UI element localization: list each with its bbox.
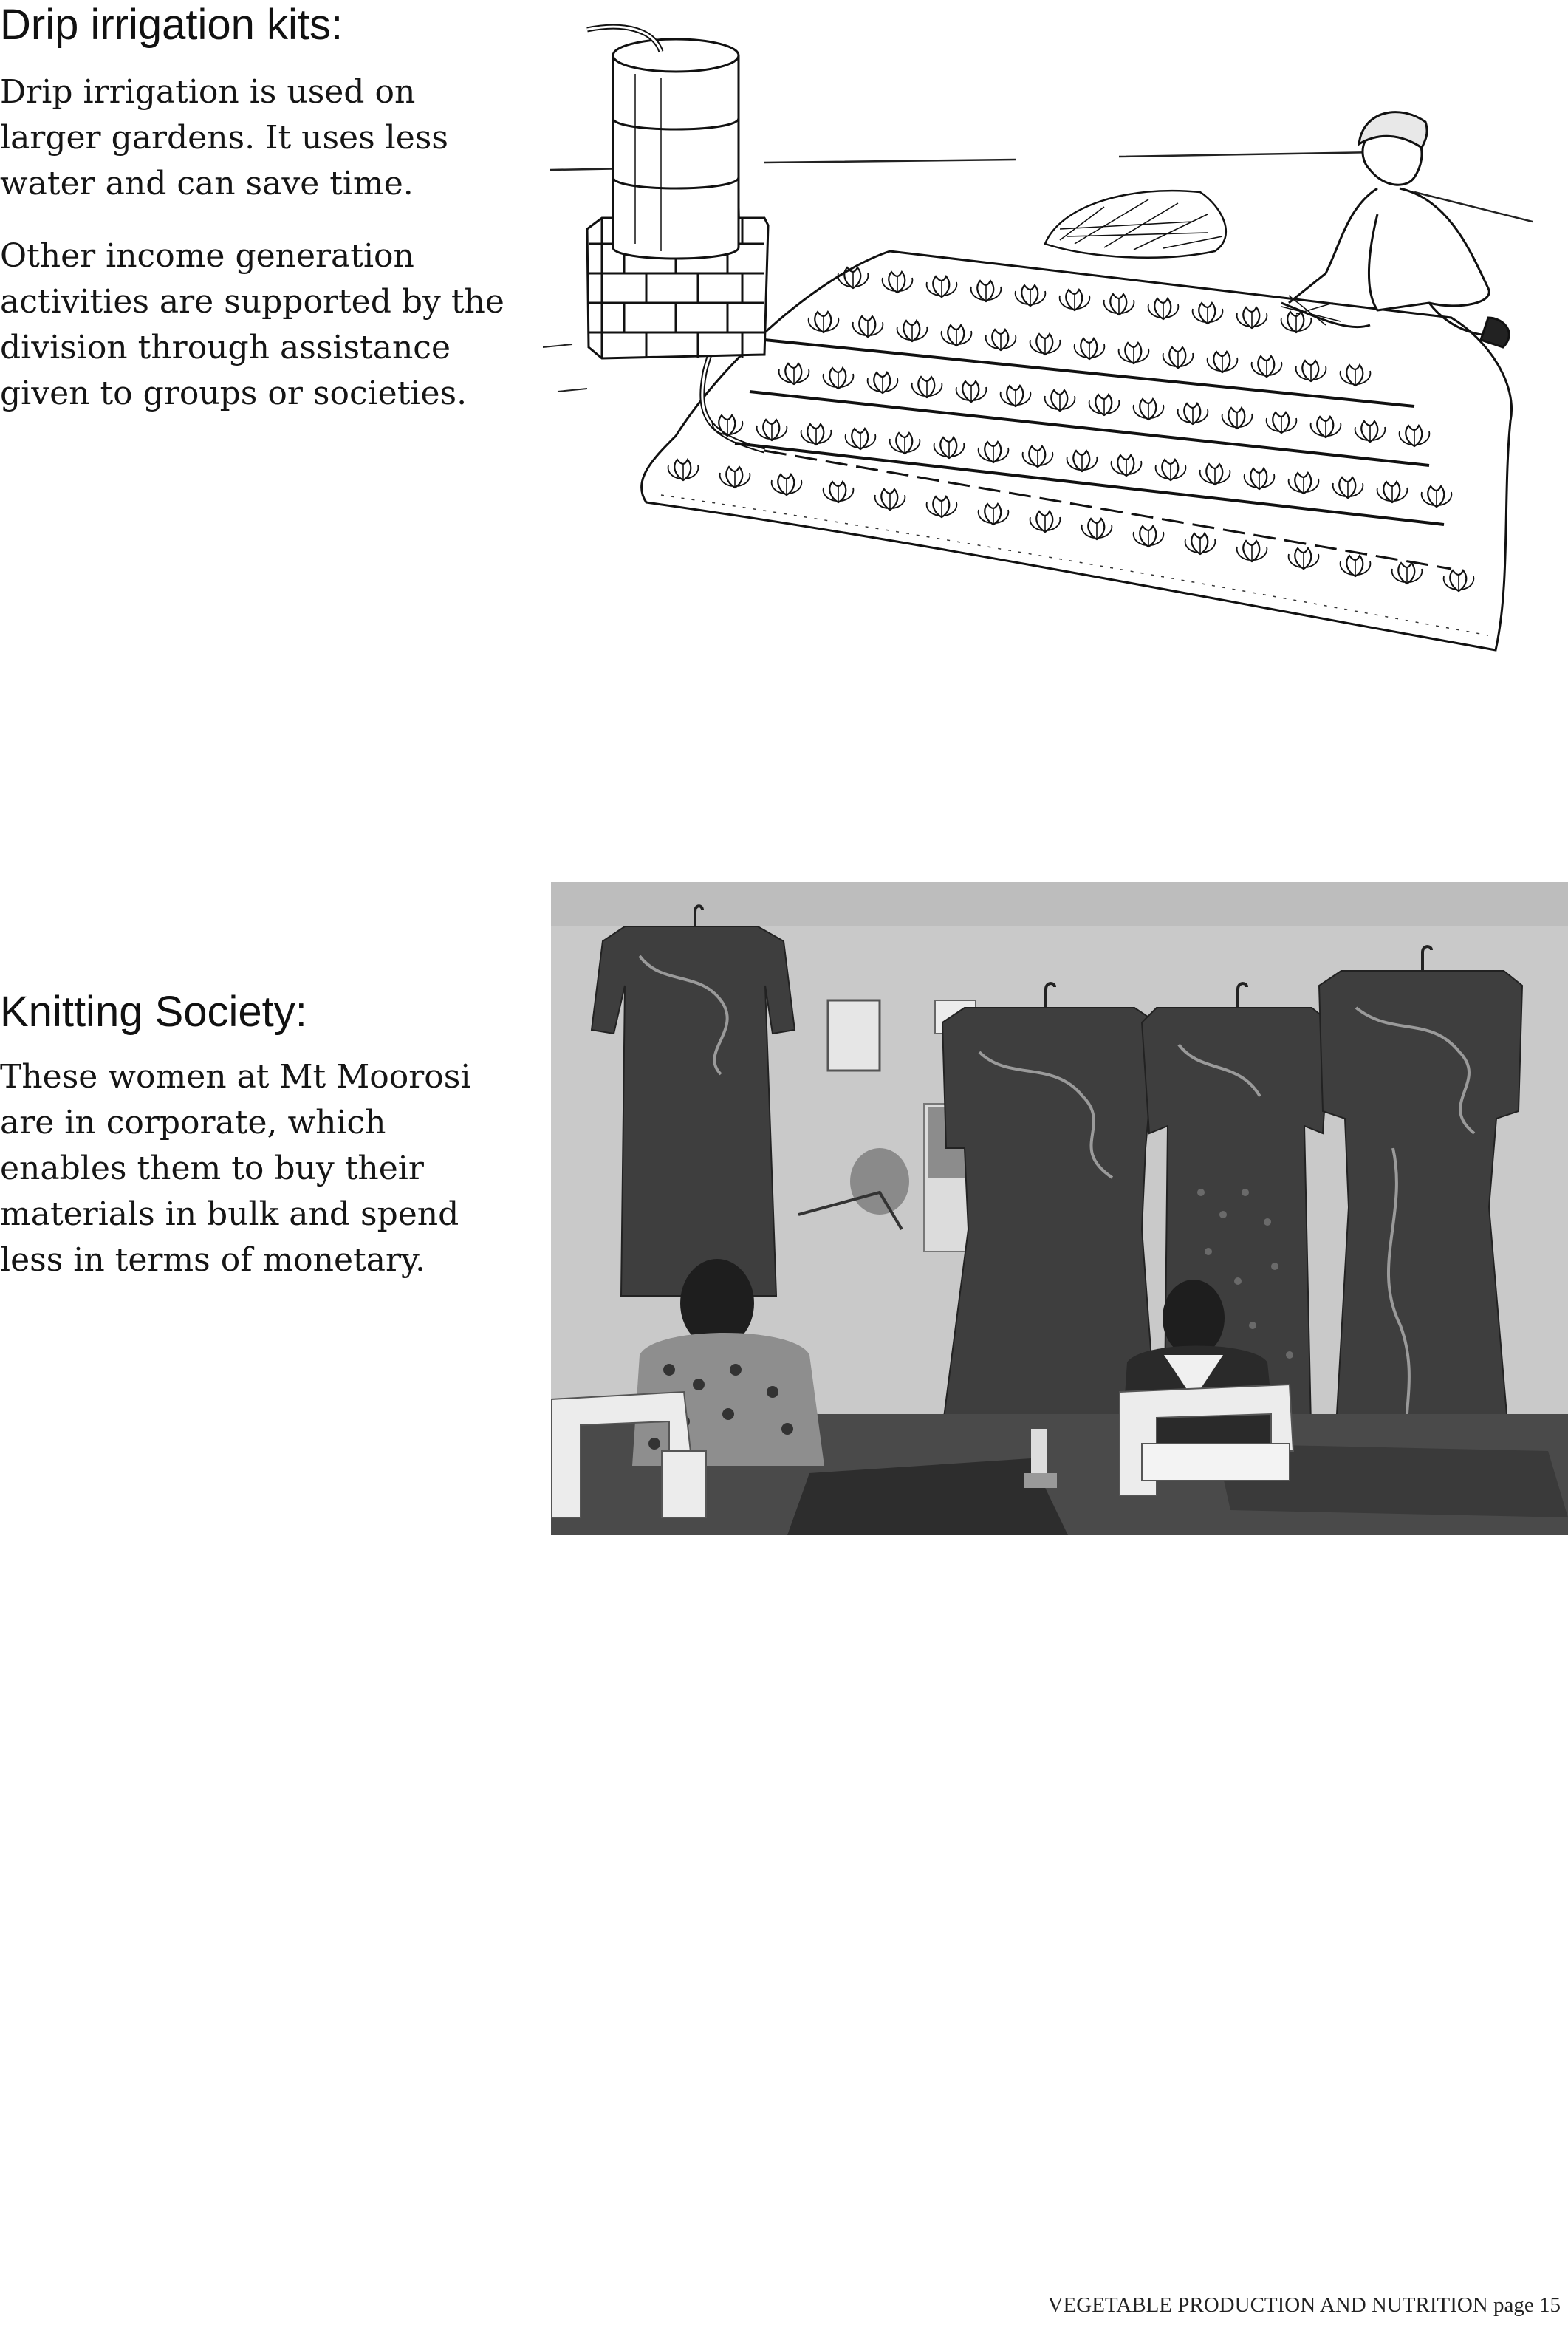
drip-irrigation-heading: Drip irrigation kits: (0, 1, 343, 49)
knitting-society-photo (551, 882, 1568, 1535)
knitting-society-paragraph: These women at Mt Moorosi are in corporate, which enables them to buy their materials in bulk and spend less in terms of monetary. (0, 1058, 471, 1279)
drip-irrigation-paragraph-1: Drip irrigation is used on larger gardens. It uses less water and can save time. (0, 73, 448, 202)
drip-irrigation-illustration (543, 22, 1533, 665)
knitting-society-heading: Knitting Society: (0, 988, 307, 1036)
page-footer: VEGETABLE PRODUCTION AND NUTRITION page 15 (1047, 2293, 1561, 2317)
drip-irrigation-paragraph-2: Other income generation activities are supported by the division through assistance given to groups or societies. (0, 237, 504, 412)
